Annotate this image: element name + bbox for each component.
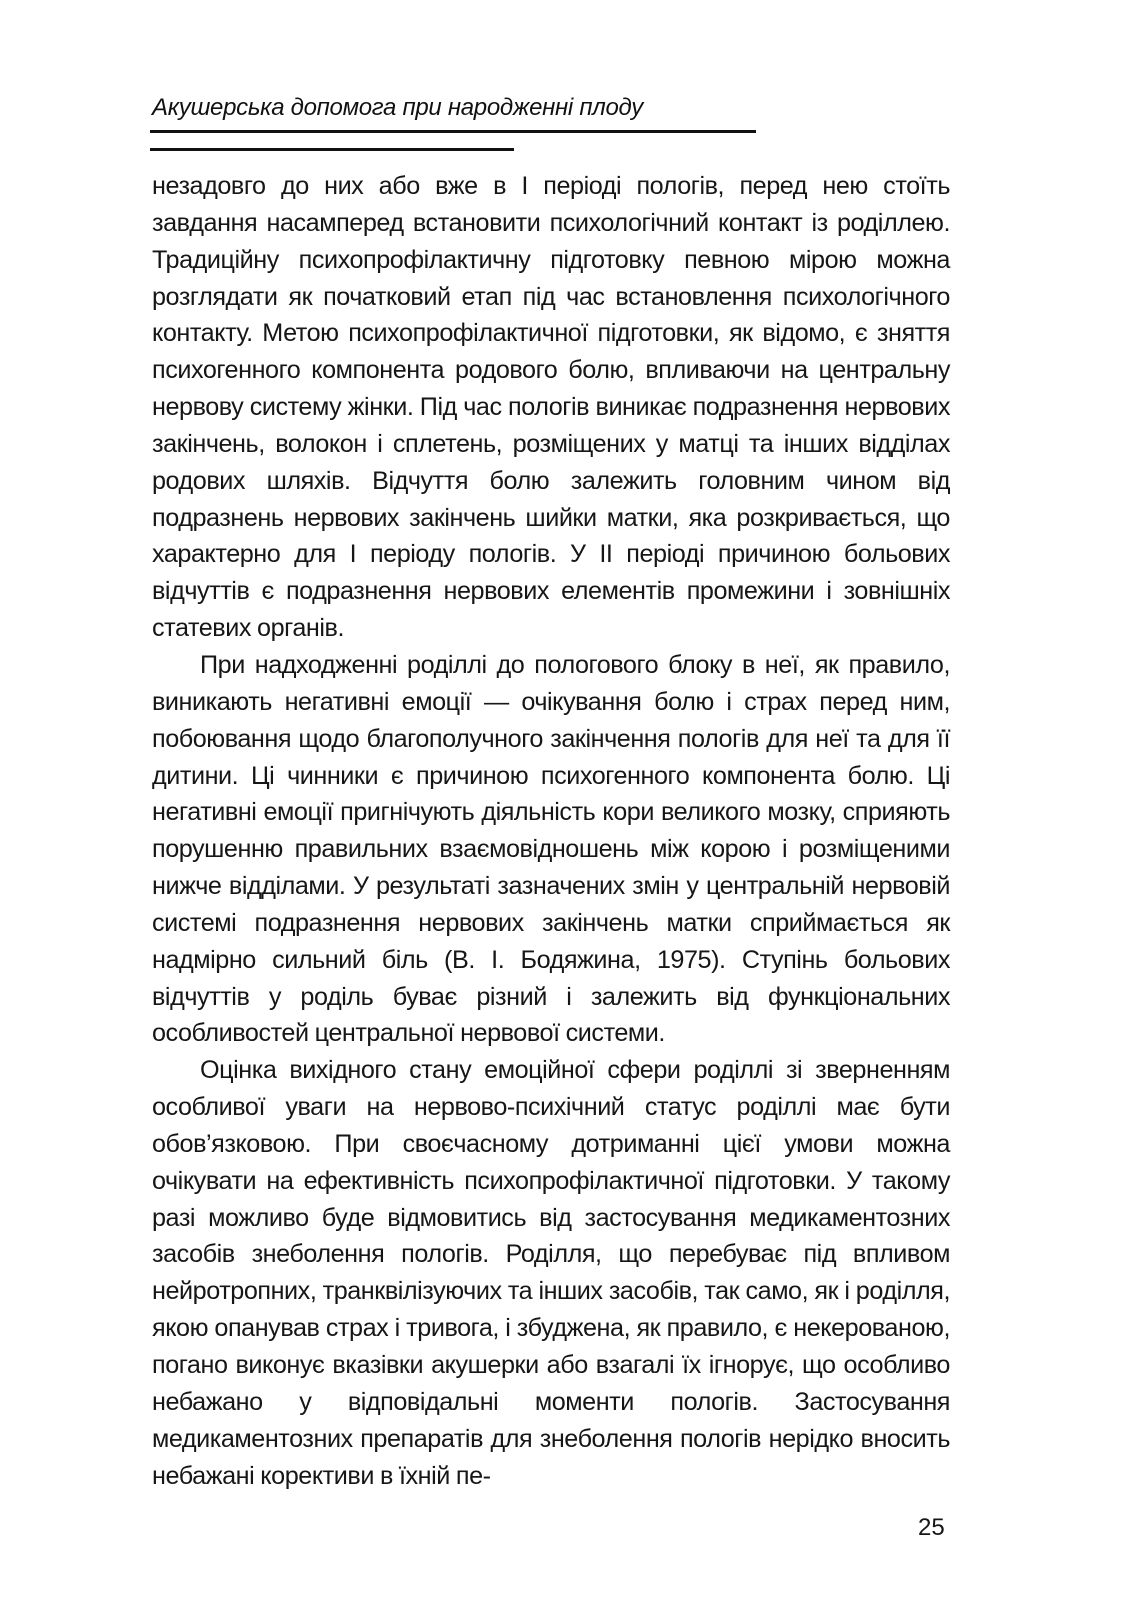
header-rule-short	[150, 148, 514, 151]
paragraph-3: Оцінка вихідного стану емоційної сфери роділлі зі зверненням особливої уваги на нервово-психічний статус роділлі має бути обов’язковою. При своєчасному дотриманні цієї умови можна очікувати на ефективність психопрофілактичної підготовки. У такому разі можливо буде відмовитись від застосування медикаментозних засобів знеболення пологів. Роділля, що перебуває під впливом нейротропних, транквілізуючих та інших засобів, так само, як і роділля, якою опанував страх і тривога, і збуджена, як правило, є некерованою, погано виконує вказівки акушерки або взагалі їх ігнорує, що особливо небажано у відповідальні моменти пологів. Застосування медикаментозних препаратів для знеболення пологів нерідко вносить небажані корективи в їхній пе-	[152, 1056, 950, 1490]
page-number: 25	[918, 1514, 945, 1541]
paragraph-2: При надходженні роділлі до пологового блоку в неї, як правило, виникають негативні емоції — очікування болю і страх перед ним, побоювання щодо благополучного закінчення пологів для неї та для її дитини. Ці чинники є причиною психогенного компонента болю. Ці негативні емоції пригнічують діяльність кори великого мозку, сприяють порушенню правильних взаємовідношень між корою і розміщеними нижче відділами. У результаті зазначених змін у центральній нервовій системі подразнення нервових закінчень матки сприймається як надмірно сильний біль (В. І. Бодяжина, 1975). Ступінь больових відчуттів у роділь буває різний і залежить від функціональних особливостей центральної нервової системи.	[152, 650, 950, 1048]
paragraph-1: незадовго до них або вже в І періоді пологів, перед нею стоїть завдання насамперед встановити психологічний контакт із роділлею. Традиційну психопрофілактичну підготовку певною мірою можна розглядати як початковий етап під час встановлення психологічного контакту. Метою психопрофілактичної підготовки, як відомо, є зняття психогенного компонента родового болю, впливаючи на центральну нервову систему жінки. Під час пологів виникає подразнення нервових закінчень, волокон і сплетень, розміщених у матці та інших відділах родових шляхів. Відчуття болю залежить головним чином від подразнень нервових закінчень шийки матки, яка розкривається, що характерно для І періоду пологів. У ІІ періоді причиною больових відчуттів є подразнення нервових елементів промежини і зовнішніх статевих органів.	[152, 172, 950, 643]
running-head: Акушерська допомога при народженні плоду	[152, 94, 643, 121]
body-text	[152, 168, 950, 1494]
header-rule-long	[150, 130, 756, 133]
